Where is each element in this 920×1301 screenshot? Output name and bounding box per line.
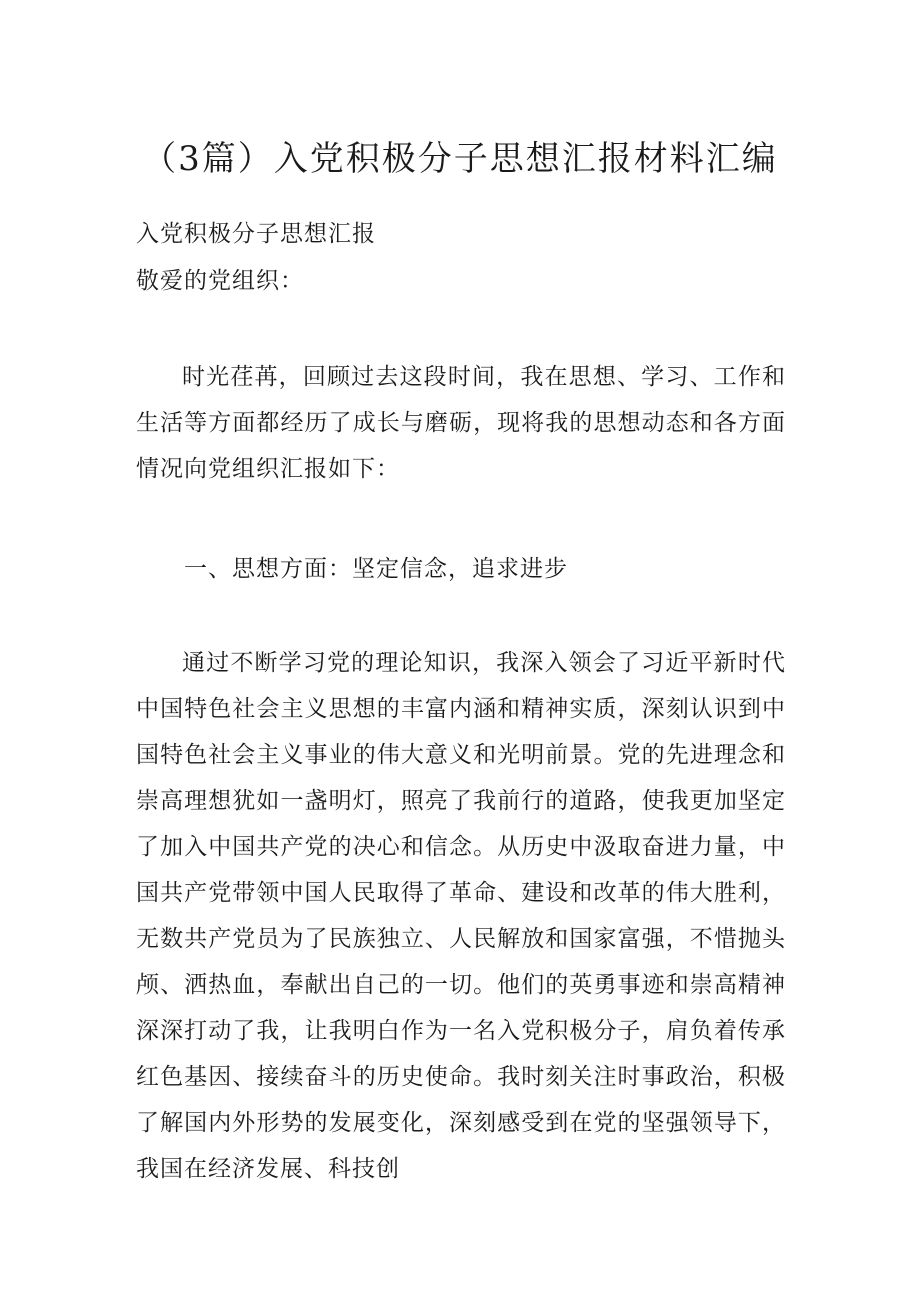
section-body-paragraph: 通过不断学习党的理论知识，我深入领会了习近平新时代中国特色社会主义思想的丰富内涵和精神实质，深刻认识到中国特色社会主义事业的伟大意义和光明前景。党的先进理念和崇高理想犹如一盏明灯，照亮了我前行的道路，使我更加坚定了加入中国共产党的决心和信念。从历史中汲取奋进力量，中国共产党带领中国人民取得了革命、建设和改革的伟大胜利，无数共产党员为了民族独立、人民解放和国家富强，不惜抛头颅、洒热血，奉献出自己的一切。他们的英勇事迹和崇高精神深深打动了我，让我明白作为一名入党积极分子，肩负着传承红色基因、接续奋斗的历史使命。我时刻关注时事政治，积极了解国内外形势的发展变化，深刻感受到在党的坚强领导下，我国在经济发展、科技创 (136, 650, 786, 1182)
document-subtitle: 入党积极分子思想汇报 (136, 221, 376, 247)
intro-paragraph: 时光荏苒，回顾过去这段时间，我在思想、学习、工作和生活等方面都经历了成长与磨砺，现将我的思想动态和各方面情况向党组织汇报如下： (136, 364, 786, 482)
greeting-line: 敬爱的党组织： (136, 268, 304, 294)
section-heading: 一、思想方面：坚定信念，追求进步 (184, 556, 568, 582)
document-title: （3篇）入党积极分子思想汇报材料汇编 (142, 139, 778, 179)
